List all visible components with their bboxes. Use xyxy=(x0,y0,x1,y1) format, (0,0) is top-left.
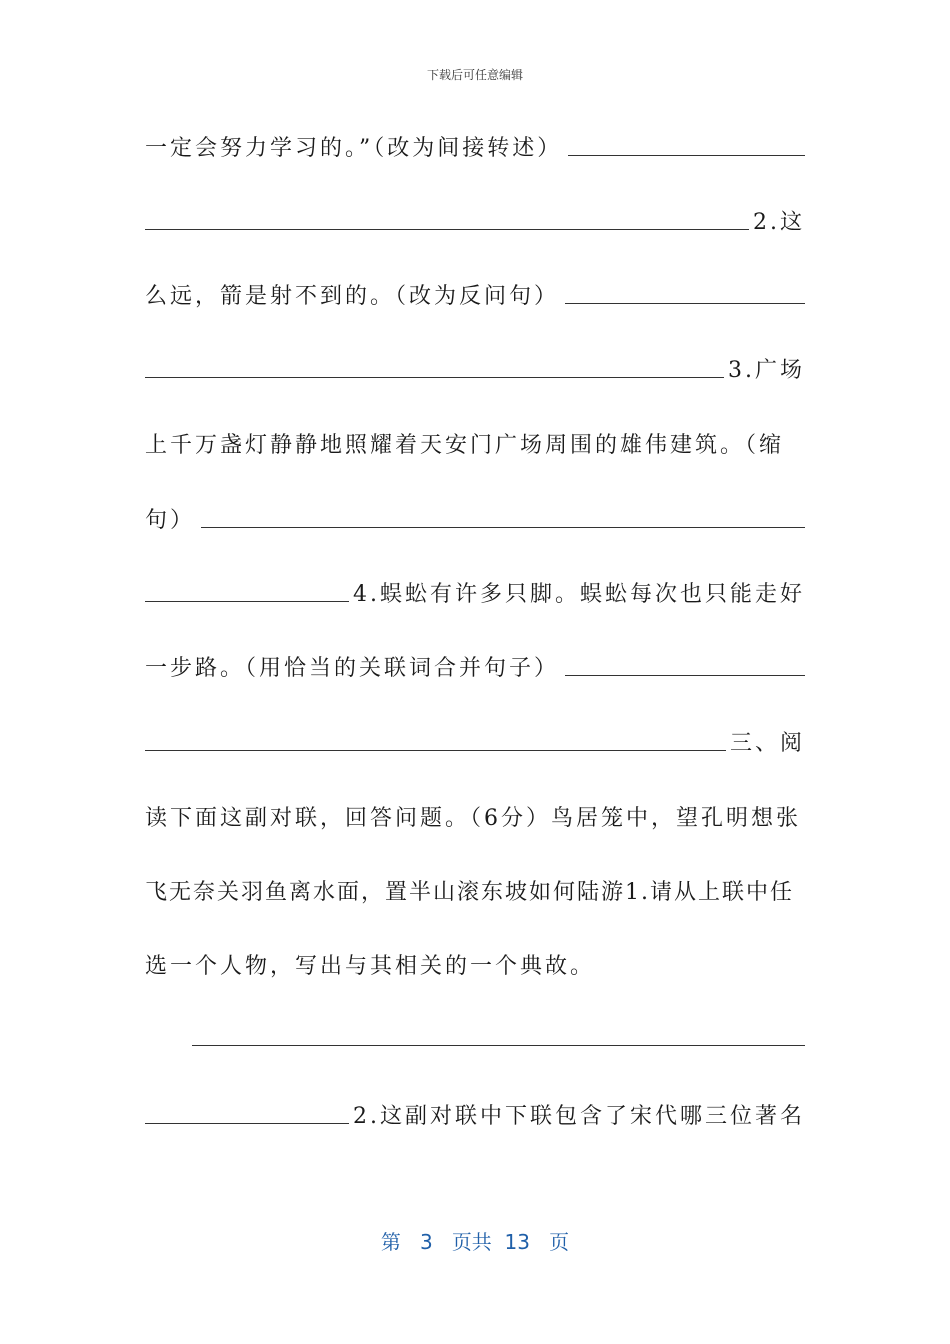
line-text: 句） xyxy=(145,508,196,533)
line-text: 读下面这副对联，回答问题。（6分）鸟居笼中，望孔明想张 xyxy=(145,806,801,831)
text-line-9 xyxy=(145,723,805,757)
line-text: 一步路。（用恰当的关联词合并句子） xyxy=(145,656,560,681)
text-line-1 xyxy=(145,128,805,162)
line-text: 2.这副对联中下联包含了宋代哪三位著名 xyxy=(353,1104,805,1129)
line-text: 4.蜈蚣有许多只脚。蜈蚣每次也只能走好 xyxy=(353,582,805,607)
text-line-2 xyxy=(145,202,805,236)
answer-blank[interactable] xyxy=(565,302,805,304)
answer-blank[interactable] xyxy=(145,1122,349,1124)
line-text: 么远，箭是射不到的。（改为反问句） xyxy=(145,284,560,309)
line-text: 三、阅 xyxy=(729,731,805,756)
answer-blank[interactable] xyxy=(145,600,349,602)
answer-blank[interactable] xyxy=(145,228,749,230)
line-text: 飞无奈关羽鱼离水面，置半山滚东坡如何陆游1.请从上联中任 xyxy=(145,880,794,905)
text-line-3 xyxy=(145,276,805,310)
text-line-5 xyxy=(145,425,805,459)
text-line-10 xyxy=(145,798,805,832)
text-line-11 xyxy=(145,872,805,906)
footer-page-number: 3 xyxy=(420,1230,433,1254)
line-text: 2.这 xyxy=(753,210,805,235)
footer-page-label: 第 xyxy=(380,1230,401,1254)
answer-blank[interactable] xyxy=(192,1044,805,1046)
text-line-7 xyxy=(145,574,805,608)
text-line-12 xyxy=(145,946,805,980)
text-line-4 xyxy=(145,350,805,384)
footer-page-mid: 页共 xyxy=(451,1230,492,1254)
footer-page-total: 13 xyxy=(504,1230,530,1254)
answer-blank[interactable] xyxy=(565,674,805,676)
answer-blank[interactable] xyxy=(145,749,726,751)
text-line-8 xyxy=(145,648,805,682)
page-footer xyxy=(0,1226,950,1255)
line-text: 上千万盏灯静静地照耀着天安门广场周围的雄伟建筑。（缩 xyxy=(145,433,785,458)
answer-blank[interactable] xyxy=(145,376,724,378)
line-text: 选一个人物，写出与其相关的一个典故。 xyxy=(145,954,596,979)
text-line-6 xyxy=(145,500,805,534)
answer-blank[interactable] xyxy=(568,154,805,156)
line-text: 3.广场 xyxy=(728,358,805,383)
answer-line xyxy=(192,1018,805,1052)
text-line-14 xyxy=(145,1096,805,1130)
footer-page-end: 页 xyxy=(549,1230,570,1254)
page-header: 下载后可任意编辑 xyxy=(426,68,523,82)
answer-blank[interactable] xyxy=(201,526,805,528)
line-text: 一定会努力学习的。”（改为间接转述） xyxy=(145,136,563,161)
